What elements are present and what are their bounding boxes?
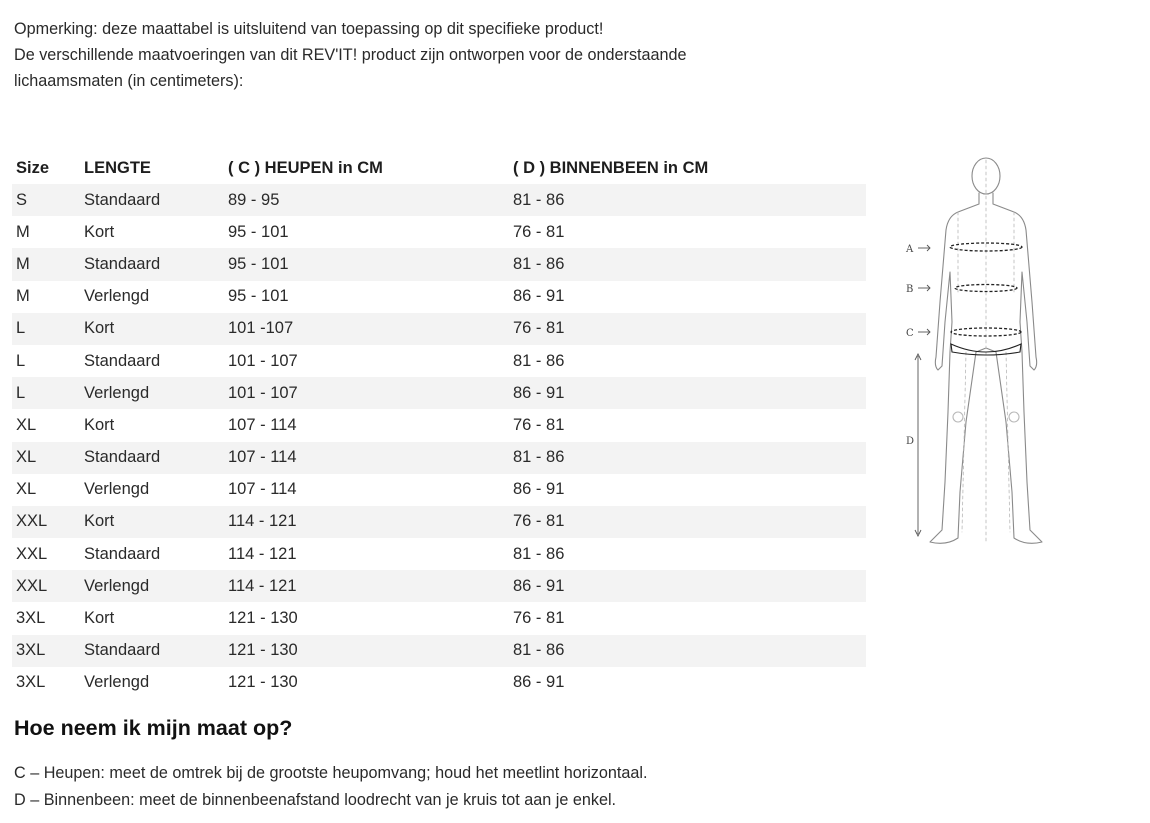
cell-hips: 89 - 95 bbox=[224, 184, 509, 216]
intro-note: Opmerking: deze maattabel is uitsluitend van toepassing op dit specifieke product! bbox=[14, 20, 604, 38]
intro-description-cont: lichaamsmaten (in centimeters): bbox=[14, 72, 244, 90]
cell-hips: 95 - 101 bbox=[224, 248, 509, 280]
cell-length: Verlengd bbox=[84, 673, 150, 692]
cell-inseam: 86 - 91 bbox=[513, 287, 565, 306]
table-row bbox=[12, 216, 866, 248]
cell-length: Standaard bbox=[84, 544, 161, 563]
cell-hips: 114 - 121 bbox=[224, 506, 509, 538]
mannequin-illustration bbox=[896, 152, 1056, 557]
table-row bbox=[12, 474, 866, 506]
intro-text bbox=[14, 16, 854, 94]
inseam-note: D – Binnenbeen: meet de binnenbeenafstand loodrecht van je kruis tot aan je enkel. bbox=[14, 791, 617, 809]
cell-inseam: 86 - 91 bbox=[513, 673, 565, 692]
cell-hips: 101 -107 bbox=[224, 313, 509, 345]
hips-note: C – Heupen: meet de omtrek bij de grootste heupomvang; houd het meetlint horizontaal. bbox=[14, 764, 648, 782]
cell-hips: 95 - 101 bbox=[228, 222, 289, 241]
cell-hips: 121 - 130 bbox=[224, 635, 509, 667]
cell-length: Verlengd bbox=[80, 570, 224, 602]
cell-inseam: 81 - 86 bbox=[513, 544, 565, 563]
label-a: A bbox=[906, 244, 914, 255]
table-row bbox=[12, 506, 866, 538]
cell-size: XXL bbox=[12, 570, 80, 602]
cell-hips: 107 - 114 bbox=[228, 415, 297, 434]
table-row bbox=[12, 602, 866, 634]
cell-size: XXL bbox=[12, 506, 80, 538]
cell-inseam: 81 - 86 bbox=[509, 184, 866, 216]
col-header-hips: ( C ) HEUPEN in CM bbox=[228, 158, 383, 177]
cell-length: Kort bbox=[84, 609, 115, 628]
cell-inseam: 76 - 81 bbox=[513, 609, 565, 628]
col-header-length: LENGTE bbox=[84, 158, 151, 177]
cell-inseam: 81 - 86 bbox=[513, 351, 565, 370]
cell-inseam: 86 - 91 bbox=[509, 570, 866, 602]
cell-inseam: 86 - 91 bbox=[509, 377, 866, 409]
label-b: B bbox=[906, 284, 914, 295]
table-row bbox=[12, 635, 866, 667]
cell-length: Standaard bbox=[84, 351, 161, 370]
cell-size: 3XL bbox=[16, 673, 46, 692]
cell-hips: 107 - 114 bbox=[224, 442, 509, 474]
cell-size: M bbox=[12, 248, 80, 280]
cell-size: L bbox=[16, 351, 26, 370]
measurement-notes bbox=[14, 760, 914, 814]
col-header-inseam: ( D ) BINNENBEEN in CM bbox=[513, 158, 709, 177]
cell-length: Standaard bbox=[80, 184, 224, 216]
cell-size: L bbox=[12, 377, 80, 409]
cell-inseam: 76 - 81 bbox=[513, 415, 565, 434]
table-row bbox=[12, 409, 866, 441]
cell-hips: 95 - 101 bbox=[228, 287, 289, 306]
cell-size: XL bbox=[16, 415, 37, 434]
table-row bbox=[12, 184, 866, 216]
cell-size: L bbox=[12, 313, 80, 345]
cell-inseam: 81 - 86 bbox=[509, 635, 866, 667]
cell-length: Kort bbox=[80, 506, 224, 538]
cell-length: Standaard bbox=[80, 442, 224, 474]
cell-hips: 121 - 130 bbox=[228, 609, 298, 628]
cell-size: M bbox=[16, 287, 30, 306]
col-header-size: Size bbox=[16, 158, 50, 177]
cell-hips: 101 - 107 bbox=[228, 351, 298, 370]
cell-hips: 101 - 107 bbox=[224, 377, 509, 409]
size-table bbox=[12, 152, 866, 699]
cell-hips: 114 - 121 bbox=[228, 544, 297, 563]
table-row bbox=[12, 570, 866, 602]
cell-length: Verlengd bbox=[84, 480, 150, 499]
cell-size: 3XL bbox=[16, 609, 46, 628]
body-measurement-figure bbox=[896, 152, 1056, 557]
cell-length: Standaard bbox=[80, 635, 224, 667]
table-row bbox=[12, 345, 866, 377]
table-row bbox=[12, 538, 866, 570]
cell-length: Kort bbox=[84, 415, 115, 434]
cell-inseam: 76 - 81 bbox=[513, 222, 565, 241]
table-row bbox=[12, 248, 866, 280]
howto-heading: Hoe neem ik mijn maat op? bbox=[14, 716, 293, 740]
cell-length: Verlengd bbox=[84, 287, 150, 306]
size-table-body bbox=[12, 184, 866, 699]
cell-size: S bbox=[12, 184, 80, 216]
cell-size: M bbox=[16, 222, 30, 241]
table-header-row bbox=[12, 152, 866, 184]
cell-inseam: 86 - 91 bbox=[513, 480, 565, 499]
table-row bbox=[12, 377, 866, 409]
intro-description: De verschillende maatvoeringen van dit REV'IT! product zijn ontworpen voor de onderstaande bbox=[14, 46, 687, 64]
cell-length: Kort bbox=[84, 222, 115, 241]
cell-length: Standaard bbox=[80, 248, 224, 280]
cell-size: XL bbox=[12, 442, 80, 474]
label-d: D bbox=[906, 436, 915, 447]
cell-hips: 121 - 130 bbox=[228, 673, 298, 692]
cell-length: Kort bbox=[80, 313, 224, 345]
table-row bbox=[12, 442, 866, 474]
cell-inseam: 81 - 86 bbox=[509, 442, 866, 474]
cell-inseam: 81 - 86 bbox=[509, 248, 866, 280]
cell-hips: 114 - 121 bbox=[224, 570, 509, 602]
cell-inseam: 76 - 81 bbox=[509, 506, 866, 538]
cell-length: Verlengd bbox=[80, 377, 224, 409]
cell-size: 3XL bbox=[12, 635, 80, 667]
table-row bbox=[12, 313, 866, 345]
cell-hips: 107 - 114 bbox=[228, 480, 297, 499]
cell-size: XL bbox=[16, 480, 37, 499]
table-row bbox=[12, 281, 866, 313]
cell-size: XXL bbox=[16, 544, 48, 563]
cell-inseam: 76 - 81 bbox=[509, 313, 866, 345]
label-c: C bbox=[906, 328, 914, 339]
table-row bbox=[12, 667, 866, 699]
